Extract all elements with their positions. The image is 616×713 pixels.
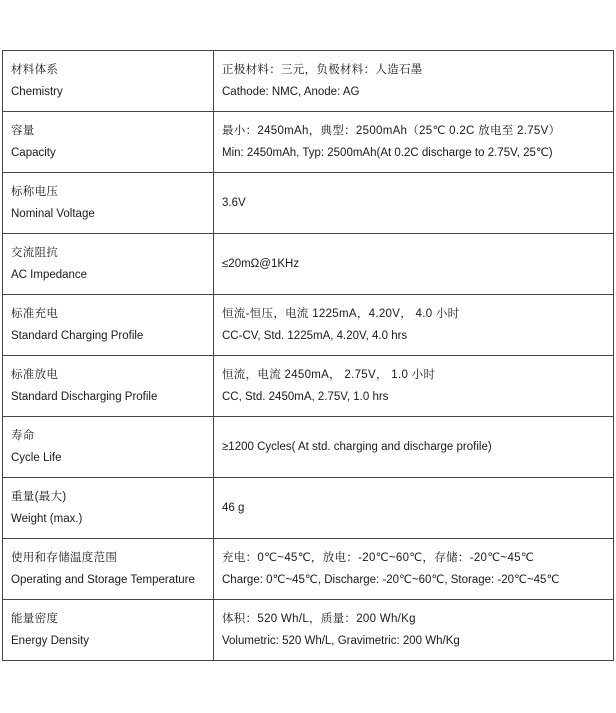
param-name-zh: 能量密度 <box>11 613 59 625</box>
value-cell <box>214 356 614 417</box>
value-en: 3.6V <box>222 197 246 209</box>
value-en: ≥1200 Cycles( At std. charging and discharge profile) <box>222 441 492 453</box>
value-zh: 恒流，电流 2450mA， 2.75V， 1.0 小时 <box>222 369 436 381</box>
param-cell <box>3 478 214 539</box>
value-en: CC, Std. 2450mA, 2.75V, 1.0 hrs <box>222 391 389 403</box>
table-row <box>3 478 614 539</box>
table-row <box>3 539 614 600</box>
value-en: Min: 2450mAh, Typ: 2500mAh(At 0.2C discharge to 2.75V, 25℃) <box>222 147 553 159</box>
value-cell <box>214 478 614 539</box>
param-name-zh: 材料体系 <box>11 64 59 76</box>
value-cell <box>214 234 614 295</box>
param-name-zh: 重量(最大) <box>11 491 67 503</box>
value-en: 46 g <box>222 502 245 514</box>
param-cell <box>3 600 214 661</box>
value-zh: 体积：520 Wh/L，质量：200 Wh/Kg <box>222 613 416 625</box>
param-cell <box>3 234 214 295</box>
value-zh: 充电：0℃~45℃，放电：-20℃~60℃，存储：-20℃~45℃ <box>222 552 535 564</box>
table-row <box>3 356 614 417</box>
value-cell <box>214 417 614 478</box>
param-cell <box>3 51 214 112</box>
value-en: ≤20mΩ@1KHz <box>222 258 300 270</box>
value-cell <box>214 539 614 600</box>
value-en: CC-CV, Std. 1225mA, 4.20V, 4.0 hrs <box>222 330 408 342</box>
param-cell <box>3 112 214 173</box>
param-cell <box>3 356 214 417</box>
param-name-en: AC Impedance <box>11 269 88 281</box>
value-zh: 恒流-恒压，电流 1225mA，4.20V， 4.0 小时 <box>222 308 460 320</box>
param-name-zh: 寿命 <box>11 430 35 442</box>
spec-table-body <box>3 51 614 661</box>
param-cell <box>3 417 214 478</box>
param-name-en: Capacity <box>11 147 56 159</box>
table-row <box>3 417 614 478</box>
param-name-en: Weight (max.) <box>11 513 83 525</box>
param-name-zh: 容量 <box>11 125 35 137</box>
table-row <box>3 112 614 173</box>
value-cell <box>214 51 614 112</box>
param-name-en: Cycle Life <box>11 452 62 464</box>
value-en: Cathode: NMC, Anode: AG <box>222 86 360 98</box>
table-row <box>3 234 614 295</box>
table-row <box>3 173 614 234</box>
param-name-zh: 标称电压 <box>11 186 59 198</box>
param-name-en: Operating and Storage Temperature <box>11 574 195 586</box>
param-name-zh: 使用和存储温度范围 <box>11 552 118 564</box>
param-name-en: Nominal Voltage <box>11 208 95 220</box>
value-zh: 正极材料：三元，负极材料：人造石墨 <box>222 64 423 76</box>
value-cell <box>214 600 614 661</box>
value-en: Charge: 0℃~45℃, Discharge: -20℃~60℃, Storage: -20℃~45℃ <box>222 574 560 586</box>
table-row <box>3 51 614 112</box>
param-cell <box>3 173 214 234</box>
value-en: Volumetric: 520 Wh/L, Gravimetric: 200 Wh/Kg <box>222 635 460 647</box>
param-name-zh: 标准充电 <box>11 308 59 320</box>
value-cell <box>214 173 614 234</box>
table-row <box>3 295 614 356</box>
table-row <box>3 600 614 661</box>
param-name-zh: 标准放电 <box>11 369 59 381</box>
param-cell <box>3 295 214 356</box>
param-name-en: Standard Charging Profile <box>11 330 144 342</box>
value-cell <box>214 295 614 356</box>
value-zh: 最小：2450mAh，典型：2500mAh（25℃ 0.2C 放电至 2.75V） <box>222 125 561 137</box>
value-cell <box>214 112 614 173</box>
param-name-en: Standard Discharging Profile <box>11 391 158 403</box>
spec-table <box>2 50 614 661</box>
param-name-zh: 交流阻抗 <box>11 247 59 259</box>
param-cell <box>3 539 214 600</box>
param-name-en: Energy Density <box>11 635 89 647</box>
param-name-en: Chemistry <box>11 86 63 98</box>
